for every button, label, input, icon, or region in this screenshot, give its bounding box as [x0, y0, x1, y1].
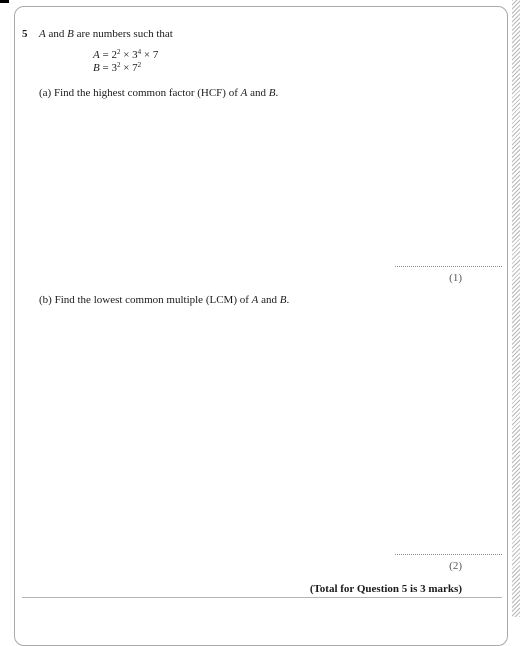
- total-marks: (Total for Question 5 is 3 marks): [309, 583, 462, 595]
- variable-b: B: [67, 28, 74, 40]
- equation-b-exp-2: 2: [137, 61, 142, 69]
- equation-b-base-2: × 7: [120, 62, 138, 74]
- equation-b-exp-1: 2: [116, 61, 121, 69]
- equation-a: [93, 49, 158, 61]
- part-a-var-a: A: [240, 87, 248, 99]
- equation-b-base-1: = 3: [99, 62, 117, 74]
- stem-and: and: [45, 28, 68, 40]
- corner-mark: [0, 0, 9, 3]
- marks-a: (1): [449, 272, 462, 284]
- part-b-prompt: [39, 294, 289, 306]
- equation-a-base-1: = 2: [99, 49, 117, 61]
- part-a-var-b: B: [268, 87, 276, 99]
- answer-line-b[interactable]: [395, 554, 502, 555]
- part-b-text: (b) Find the lowest common multiple (LCM) of: [39, 294, 252, 306]
- question-number: 5: [22, 28, 28, 40]
- equation-a-exp-1: 2: [116, 48, 121, 56]
- equation-a-exp-2: 4: [137, 48, 142, 56]
- part-a-text: (a) Find the highest common factor (HCF) of: [39, 87, 241, 99]
- equation-a-lhs: A: [93, 49, 100, 61]
- page-frame: [14, 6, 508, 646]
- margin-hatching: [512, 0, 520, 617]
- part-a-end: .: [275, 87, 279, 99]
- stem-end: are numbers such that: [73, 28, 173, 40]
- equation-a-base-2: × 3: [120, 49, 138, 61]
- bottom-rule: [22, 597, 502, 598]
- marks-b: (2): [449, 560, 462, 572]
- part-a-and: and: [247, 87, 269, 99]
- variable-a: A: [39, 28, 46, 40]
- part-b-var-b: B: [279, 294, 287, 306]
- answer-line-a[interactable]: [395, 266, 502, 267]
- equation-b: [93, 62, 141, 74]
- part-b-end: .: [286, 294, 290, 306]
- equation-a-base-3: × 7: [141, 49, 159, 61]
- part-a-prompt: [39, 87, 278, 99]
- part-b-var-a: A: [251, 294, 259, 306]
- equation-b-lhs: B: [93, 62, 100, 74]
- question-stem: [39, 28, 173, 40]
- part-b-and: and: [258, 294, 280, 306]
